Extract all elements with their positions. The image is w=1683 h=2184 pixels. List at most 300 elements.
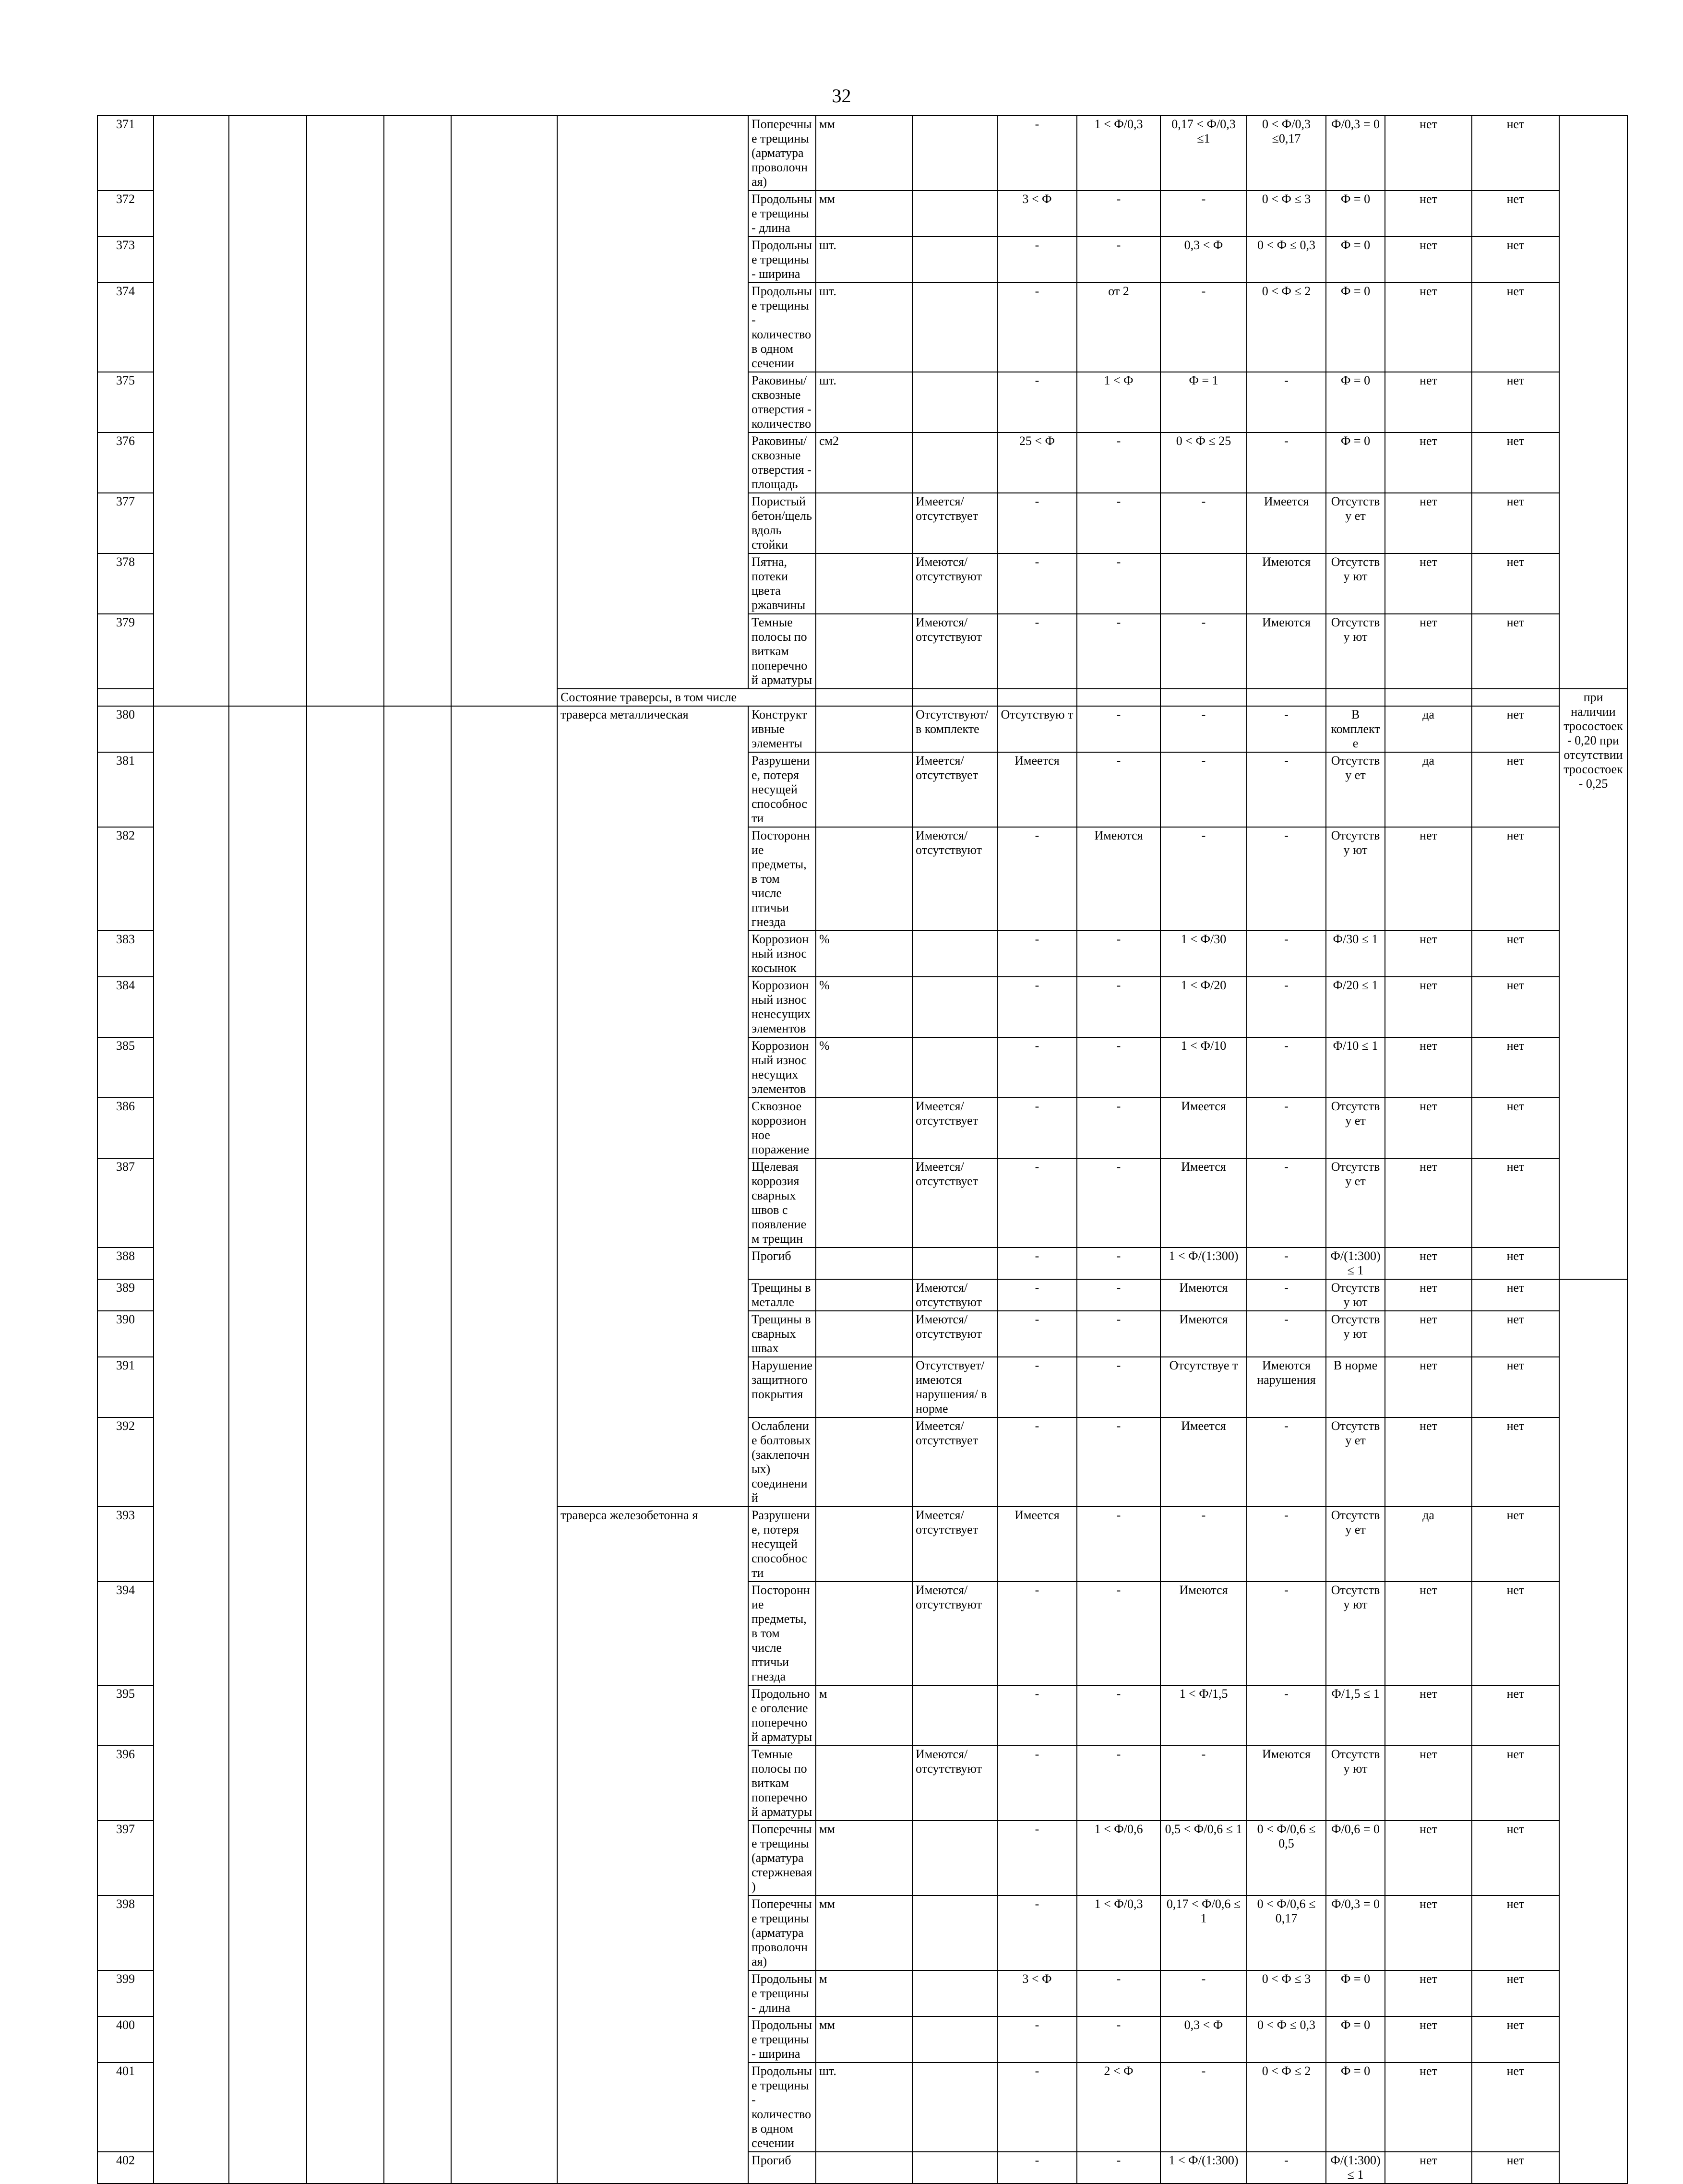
blank-cell [384, 706, 451, 2184]
criterion-1: - [997, 2152, 1077, 2184]
flag-1: нет [1385, 1158, 1472, 1248]
criterion-1: - [997, 237, 1077, 283]
unit [816, 1582, 912, 1685]
value-type [912, 283, 997, 372]
row-number: 379 [97, 614, 154, 689]
defect-name: Продольные трещины - ширина [748, 2016, 816, 2063]
criterion-2: - [1077, 493, 1160, 553]
criterion-2: - [1077, 1357, 1160, 1417]
blank-cell [229, 116, 307, 706]
criterion-2: - [1077, 2016, 1160, 2063]
criterion-2: - [1077, 1158, 1160, 1248]
value-type: Имеется/ отсутствует [912, 1417, 997, 1507]
blank-cell [1559, 116, 1627, 689]
criterion-5: Ф = 0 [1326, 283, 1385, 372]
flag-1: да [1385, 706, 1472, 752]
row-number: 375 [97, 372, 154, 432]
value-type [912, 2152, 997, 2184]
criterion-5: Отсутству ет [1326, 752, 1385, 827]
criterion-2: - [1077, 1746, 1160, 1821]
blank-cell [912, 689, 997, 706]
flag-2: нет [1472, 1685, 1559, 1746]
note-cell: при наличии тросостоек - 0,20 при отсутствии тросостоек - 0,25 [1559, 689, 1627, 1279]
criterion-3: Отсутствуе т [1160, 1357, 1247, 1417]
defect-name: Темные полосы по виткам поперечной арматуры [748, 1746, 816, 1821]
flag-1: нет [1385, 1248, 1472, 1279]
flag-2: нет [1472, 116, 1559, 191]
flag-2: нет [1472, 1896, 1559, 1970]
criterion-2: 1 < Ф/0,3 [1077, 116, 1160, 191]
defect-name: Раковины/сквозные отверстия - площадь [748, 432, 816, 493]
criterion-4: - [1247, 752, 1326, 827]
row-number: 374 [97, 283, 154, 372]
row-number: 393 [97, 1507, 154, 1582]
defect-name: Продольные трещины - ширина [748, 237, 816, 283]
flag-2: нет [1472, 372, 1559, 432]
criterion-5: Ф = 0 [1326, 191, 1385, 237]
defect-name: Продольные трещины - количество в одном сечении [748, 283, 816, 372]
defect-name: Трещины в сварных швах [748, 1311, 816, 1357]
criterion-4: - [1247, 1248, 1326, 1279]
criterion-3: - [1160, 827, 1247, 931]
criterion-4: - [1247, 1158, 1326, 1248]
unit: мм [816, 1821, 912, 1896]
criterion-5: Ф/20 ≤ 1 [1326, 977, 1385, 1037]
value-type: Отсутствуют/ в комплекте [912, 706, 997, 752]
criterion-1: - [997, 1098, 1077, 1158]
criterion-4: - [1247, 432, 1326, 493]
row-number: 402 [97, 2152, 154, 2184]
table-row [97, 706, 1627, 752]
criterion-1: - [997, 283, 1077, 372]
criterion-4: 0 < Ф/0,6 ≤ 0,17 [1247, 1896, 1326, 1970]
unit [816, 2152, 912, 2184]
flag-1: нет [1385, 614, 1472, 689]
value-type: Отсутствует/ имеются нарушения/ в норме [912, 1357, 997, 1417]
unit: м [816, 1970, 912, 2016]
criterion-2: - [1077, 752, 1160, 827]
criterion-2: - [1077, 977, 1160, 1037]
criterion-2: - [1077, 237, 1160, 283]
row-number: 394 [97, 1582, 154, 1685]
unit [816, 1311, 912, 1357]
criterion-2: - [1077, 1037, 1160, 1098]
row-number: 377 [97, 493, 154, 553]
criterion-3: - [1160, 283, 1247, 372]
criterion-5: Ф = 0 [1326, 237, 1385, 283]
criterion-5: Отсутству ют [1326, 1279, 1385, 1311]
criterion-5: Ф/30 ≤ 1 [1326, 931, 1385, 977]
value-type [912, 432, 997, 493]
criterion-2: - [1077, 1507, 1160, 1582]
row-number: 398 [97, 1896, 154, 1970]
flag-1: нет [1385, 2152, 1472, 2184]
unit: шт. [816, 2063, 912, 2152]
criterion-1: - [997, 372, 1077, 432]
criterion-3: - [1160, 752, 1247, 827]
defect-name: Коррозионный износ косынок [748, 931, 816, 977]
value-type: Имеются/ отсутствуют [912, 1311, 997, 1357]
criterion-1: - [997, 1746, 1077, 1821]
table-row [97, 116, 1627, 191]
criterion-5: Ф/(1:300) ≤ 1 [1326, 2152, 1385, 2184]
value-type [912, 1248, 997, 1279]
unit: мм [816, 2016, 912, 2063]
defect-name: Конструктивные элементы [748, 706, 816, 752]
criterion-1: - [997, 553, 1077, 614]
criterion-3: 1 < Ф/(1:300) [1160, 2152, 1247, 2184]
criterion-1: 25 < Ф [997, 432, 1077, 493]
criterion-4: Имеются [1247, 614, 1326, 689]
value-type: Имеется/ отсутствует [912, 1507, 997, 1582]
criterion-3: 0,3 < Ф [1160, 237, 1247, 283]
unit [816, 1248, 912, 1279]
criterion-5: Отсутству ет [1326, 493, 1385, 553]
value-type [912, 372, 997, 432]
row-number: 392 [97, 1417, 154, 1507]
group-cell [557, 116, 748, 689]
group-label: траверса металлическая [557, 706, 748, 1507]
row-number: 399 [97, 1970, 154, 2016]
criterion-1: - [997, 1357, 1077, 1417]
flag-1: нет [1385, 1685, 1472, 1746]
criterion-3: Ф = 1 [1160, 372, 1247, 432]
flag-1: нет [1385, 2063, 1472, 2152]
defect-name: Продольное оголение поперечной арматуры [748, 1685, 816, 1746]
criterion-3: 0,17 < Ф/0,6 ≤ 1 [1160, 1896, 1247, 1970]
flag-2: нет [1472, 1311, 1559, 1357]
criterion-1: - [997, 1821, 1077, 1896]
row-number: 389 [97, 1279, 154, 1311]
unit: шт. [816, 237, 912, 283]
criterion-3: - [1160, 1746, 1247, 1821]
criterion-5: Отсутству ет [1326, 1158, 1385, 1248]
defect-name: Продольные трещины - количество в одном сечении [748, 2063, 816, 2152]
defect-name: Нарушение защитного покрытия [748, 1357, 816, 1417]
value-type: Имеются/ отсутствуют [912, 1279, 997, 1311]
unit: м [816, 1685, 912, 1746]
flag-2: нет [1472, 553, 1559, 614]
criterion-2: - [1077, 614, 1160, 689]
flag-1: нет [1385, 191, 1472, 237]
value-type [912, 1970, 997, 2016]
criterion-4: - [1247, 706, 1326, 752]
row-number: 396 [97, 1746, 154, 1821]
flag-2: нет [1472, 1582, 1559, 1685]
flag-1: нет [1385, 1821, 1472, 1896]
value-type [912, 1896, 997, 1970]
blank-cell [1559, 1279, 1627, 2184]
flag-1: да [1385, 1507, 1472, 1582]
criterion-2: - [1077, 1970, 1160, 2016]
defect-name: Прогиб [748, 1248, 816, 1279]
defect-name: Трещины в металле [748, 1279, 816, 1311]
unit [816, 1507, 912, 1582]
criterion-1: - [997, 1417, 1077, 1507]
row-number [97, 689, 154, 706]
criterion-1: - [997, 1896, 1077, 1970]
flag-1: нет [1385, 116, 1472, 191]
flag-2: нет [1472, 1248, 1559, 1279]
criterion-4: 0 < Ф ≤ 2 [1247, 2063, 1326, 2152]
criterion-2: - [1077, 2152, 1160, 2184]
criterion-1: - [997, 1685, 1077, 1746]
flag-1: нет [1385, 1896, 1472, 1970]
value-type [912, 931, 997, 977]
criterion-5: Отсутству ют [1326, 553, 1385, 614]
flag-2: нет [1472, 1037, 1559, 1098]
unit: % [816, 931, 912, 977]
criterion-1: - [997, 1582, 1077, 1685]
criterion-1: - [997, 1248, 1077, 1279]
criterion-2: - [1077, 1417, 1160, 1507]
blank-cell [1077, 689, 1160, 706]
unit: шт. [816, 283, 912, 372]
criterion-3: 0,3 < Ф [1160, 2016, 1247, 2063]
criterion-1: - [997, 614, 1077, 689]
defect-name: Прогиб [748, 2152, 816, 2184]
criterion-3: 1 < Ф/(1:300) [1160, 1248, 1247, 1279]
criterion-3: - [1160, 614, 1247, 689]
criterion-3: - [1160, 1507, 1247, 1582]
criterion-4: 0 < Ф/0,3 ≤0,17 [1247, 116, 1326, 191]
row-number: 387 [97, 1158, 154, 1248]
flag-1: нет [1385, 1746, 1472, 1821]
flag-2: нет [1472, 2152, 1559, 2184]
value-type [912, 191, 997, 237]
value-type [912, 1821, 997, 1896]
defect-name: Коррозионный износ ненесущих элементов [748, 977, 816, 1037]
value-type: Имеется/ отсутствует [912, 752, 997, 827]
flag-2: нет [1472, 1821, 1559, 1896]
criterion-2: - [1077, 1248, 1160, 1279]
value-type [912, 1685, 997, 1746]
value-type [912, 1037, 997, 1098]
criterion-2: - [1077, 1279, 1160, 1311]
criterion-4: 0 < Ф ≤ 2 [1247, 283, 1326, 372]
flag-1: нет [1385, 283, 1472, 372]
value-type: Имеется/ отсутствует [912, 493, 997, 553]
criterion-5: Ф/0,3 = 0 [1326, 1896, 1385, 1970]
criterion-3: Имеется [1160, 1098, 1247, 1158]
flag-1: нет [1385, 1970, 1472, 2016]
criterion-4: - [1247, 977, 1326, 1037]
criterion-3: 0 < Ф ≤ 25 [1160, 432, 1247, 493]
criterion-4: - [1247, 1685, 1326, 1746]
value-type: Имеются/ отсутствуют [912, 553, 997, 614]
criterion-5: Отсутству ет [1326, 1098, 1385, 1158]
defect-name: Продольные трещины - длина [748, 191, 816, 237]
row-number: 401 [97, 2063, 154, 2152]
flag-2: нет [1472, 2063, 1559, 2152]
criterion-3: - [1160, 1970, 1247, 2016]
criterion-1: 3 < Ф [997, 1970, 1077, 2016]
criterion-2: - [1077, 1311, 1160, 1357]
row-number: 378 [97, 553, 154, 614]
unit: мм [816, 1896, 912, 1970]
value-type [912, 237, 997, 283]
criterion-1: - [997, 1279, 1077, 1311]
criterion-3: 0,5 < Ф/0,6 ≤ 1 [1160, 1821, 1247, 1896]
criterion-1: 3 < Ф [997, 191, 1077, 237]
defect-name: Пятна, потеки цвета ржавчины [748, 553, 816, 614]
criterion-2: - [1077, 553, 1160, 614]
criterion-3: 1 < Ф/30 [1160, 931, 1247, 977]
blank-cell [384, 116, 451, 706]
flag-1: нет [1385, 237, 1472, 283]
criterion-3: 0,17 < Ф/0,3 ≤1 [1160, 116, 1247, 191]
criterion-4: 0 < Ф ≤ 0,3 [1247, 237, 1326, 283]
row-number: 391 [97, 1357, 154, 1417]
value-type [912, 116, 997, 191]
flag-2: нет [1472, 977, 1559, 1037]
criterion-2: Имеются [1077, 827, 1160, 931]
group-label: траверса железобетонна я [557, 1507, 748, 2184]
value-type: Имеются/ отсутствуют [912, 614, 997, 689]
value-type [912, 2016, 997, 2063]
value-type [912, 977, 997, 1037]
criterion-5: Отсутству ют [1326, 1582, 1385, 1685]
blank-cell [451, 116, 557, 706]
unit: % [816, 1037, 912, 1098]
criterion-5: Ф/0,3 = 0 [1326, 116, 1385, 191]
criterion-4: Имеются [1247, 1746, 1326, 1821]
criterion-2: - [1077, 931, 1160, 977]
blank-cell [816, 689, 912, 706]
flag-2: нет [1472, 1970, 1559, 2016]
criterion-4: Имеются нарушения [1247, 1357, 1326, 1417]
criterion-1: - [997, 1311, 1077, 1357]
criterion-3: - [1160, 706, 1247, 752]
section-header: Состояние траверсы, в том числе [557, 689, 816, 706]
blank-cell [1472, 689, 1559, 706]
defect-name: Щелевая коррозия сварных швов с появлением трещин [748, 1158, 816, 1248]
flag-1: нет [1385, 1279, 1472, 1311]
defect-name: Пористый бетон/щель вдоль стойки [748, 493, 816, 553]
blank-cell [307, 706, 384, 2184]
unit [816, 827, 912, 931]
blank-cell [307, 116, 384, 706]
criterion-4: - [1247, 372, 1326, 432]
defect-name: Поперечные трещины (арматура стержневая) [748, 1821, 816, 1896]
row-number: 383 [97, 931, 154, 977]
criterion-4: - [1247, 1037, 1326, 1098]
value-type: Имеется/ отсутствует [912, 1098, 997, 1158]
criterion-3 [1160, 553, 1247, 614]
blank-cell [1247, 689, 1326, 706]
criterion-2: 1 < Ф [1077, 372, 1160, 432]
unit [816, 1158, 912, 1248]
criterion-5: В норме [1326, 1357, 1385, 1417]
row-number: 388 [97, 1248, 154, 1279]
criterion-5: Ф = 0 [1326, 372, 1385, 432]
criterion-2: - [1077, 1582, 1160, 1685]
defect-name: Темные полосы по виткам поперечной арматуры [748, 614, 816, 689]
criterion-1: Имеется [997, 752, 1077, 827]
unit: мм [816, 191, 912, 237]
flag-2: нет [1472, 752, 1559, 827]
criterion-5: Ф/1,5 ≤ 1 [1326, 1685, 1385, 1746]
criterion-1: - [997, 493, 1077, 553]
flag-1: нет [1385, 553, 1472, 614]
flag-1: нет [1385, 931, 1472, 977]
blank-cell [154, 706, 229, 2184]
flag-2: нет [1472, 1279, 1559, 1311]
criterion-2: - [1077, 706, 1160, 752]
defect-name: Сквозное коррозионное поражение [748, 1098, 816, 1158]
criterion-1: - [997, 977, 1077, 1037]
flag-2: нет [1472, 706, 1559, 752]
flag-1: нет [1385, 1098, 1472, 1158]
criterion-3: Имеются [1160, 1582, 1247, 1685]
defect-name: Продольные трещины - длина [748, 1970, 816, 2016]
criterion-2: - [1077, 1685, 1160, 1746]
criterion-4: - [1247, 1311, 1326, 1357]
value-type: Имеется/ отсутствует [912, 1158, 997, 1248]
criterion-4: - [1247, 1417, 1326, 1507]
unit [816, 1357, 912, 1417]
flag-2: нет [1472, 1357, 1559, 1417]
flag-1: нет [1385, 2016, 1472, 2063]
criterion-1: - [997, 827, 1077, 931]
unit: % [816, 977, 912, 1037]
criterion-5: В комплекте [1326, 706, 1385, 752]
criterion-3: Имеются [1160, 1279, 1247, 1311]
flag-1: нет [1385, 493, 1472, 553]
criterion-1: - [997, 2016, 1077, 2063]
value-type: Имеются/ отсутствуют [912, 1582, 997, 1685]
defects-table [97, 115, 1628, 2184]
unit [816, 1417, 912, 1507]
flag-2: нет [1472, 432, 1559, 493]
unit [816, 706, 912, 752]
criterion-3: Имеется [1160, 1417, 1247, 1507]
defect-name: Раковины/сквозные отверстия - количество [748, 372, 816, 432]
unit: мм [816, 116, 912, 191]
value-type: Имеются/ отсутствуют [912, 1746, 997, 1821]
criterion-4: - [1247, 1507, 1326, 1582]
flag-1: нет [1385, 1582, 1472, 1685]
unit: шт. [816, 372, 912, 432]
row-number: 382 [97, 827, 154, 931]
flag-2: нет [1472, 827, 1559, 931]
criterion-5: Ф = 0 [1326, 432, 1385, 493]
criterion-5: Отсутству ют [1326, 1311, 1385, 1357]
criterion-3: 1 < Ф/1,5 [1160, 1685, 1247, 1746]
criterion-2: 2 < Ф [1077, 2063, 1160, 2152]
flag-2: нет [1472, 931, 1559, 977]
flag-1: нет [1385, 1311, 1472, 1357]
row-number: 395 [97, 1685, 154, 1746]
defect-name: Поперечные трещины (арматура проволочная) [748, 116, 816, 191]
criterion-4: Имеется [1247, 493, 1326, 553]
row-number: 373 [97, 237, 154, 283]
criterion-4: - [1247, 1582, 1326, 1685]
criterion-4: - [1247, 827, 1326, 931]
criterion-4: 0 < Ф ≤ 3 [1247, 191, 1326, 237]
criterion-5: Ф = 0 [1326, 2016, 1385, 2063]
defect-name: Посторонние предметы, в том числе птичьи гнезда [748, 1582, 816, 1685]
row-number: 376 [97, 432, 154, 493]
row-number: 390 [97, 1311, 154, 1357]
flag-1: нет [1385, 1037, 1472, 1098]
flag-2: нет [1472, 1417, 1559, 1507]
criterion-5: Отсутству ют [1326, 1746, 1385, 1821]
row-number: 386 [97, 1098, 154, 1158]
flag-2: нет [1472, 191, 1559, 237]
blank-cell [451, 706, 557, 2184]
criterion-3: 1 < Ф/20 [1160, 977, 1247, 1037]
